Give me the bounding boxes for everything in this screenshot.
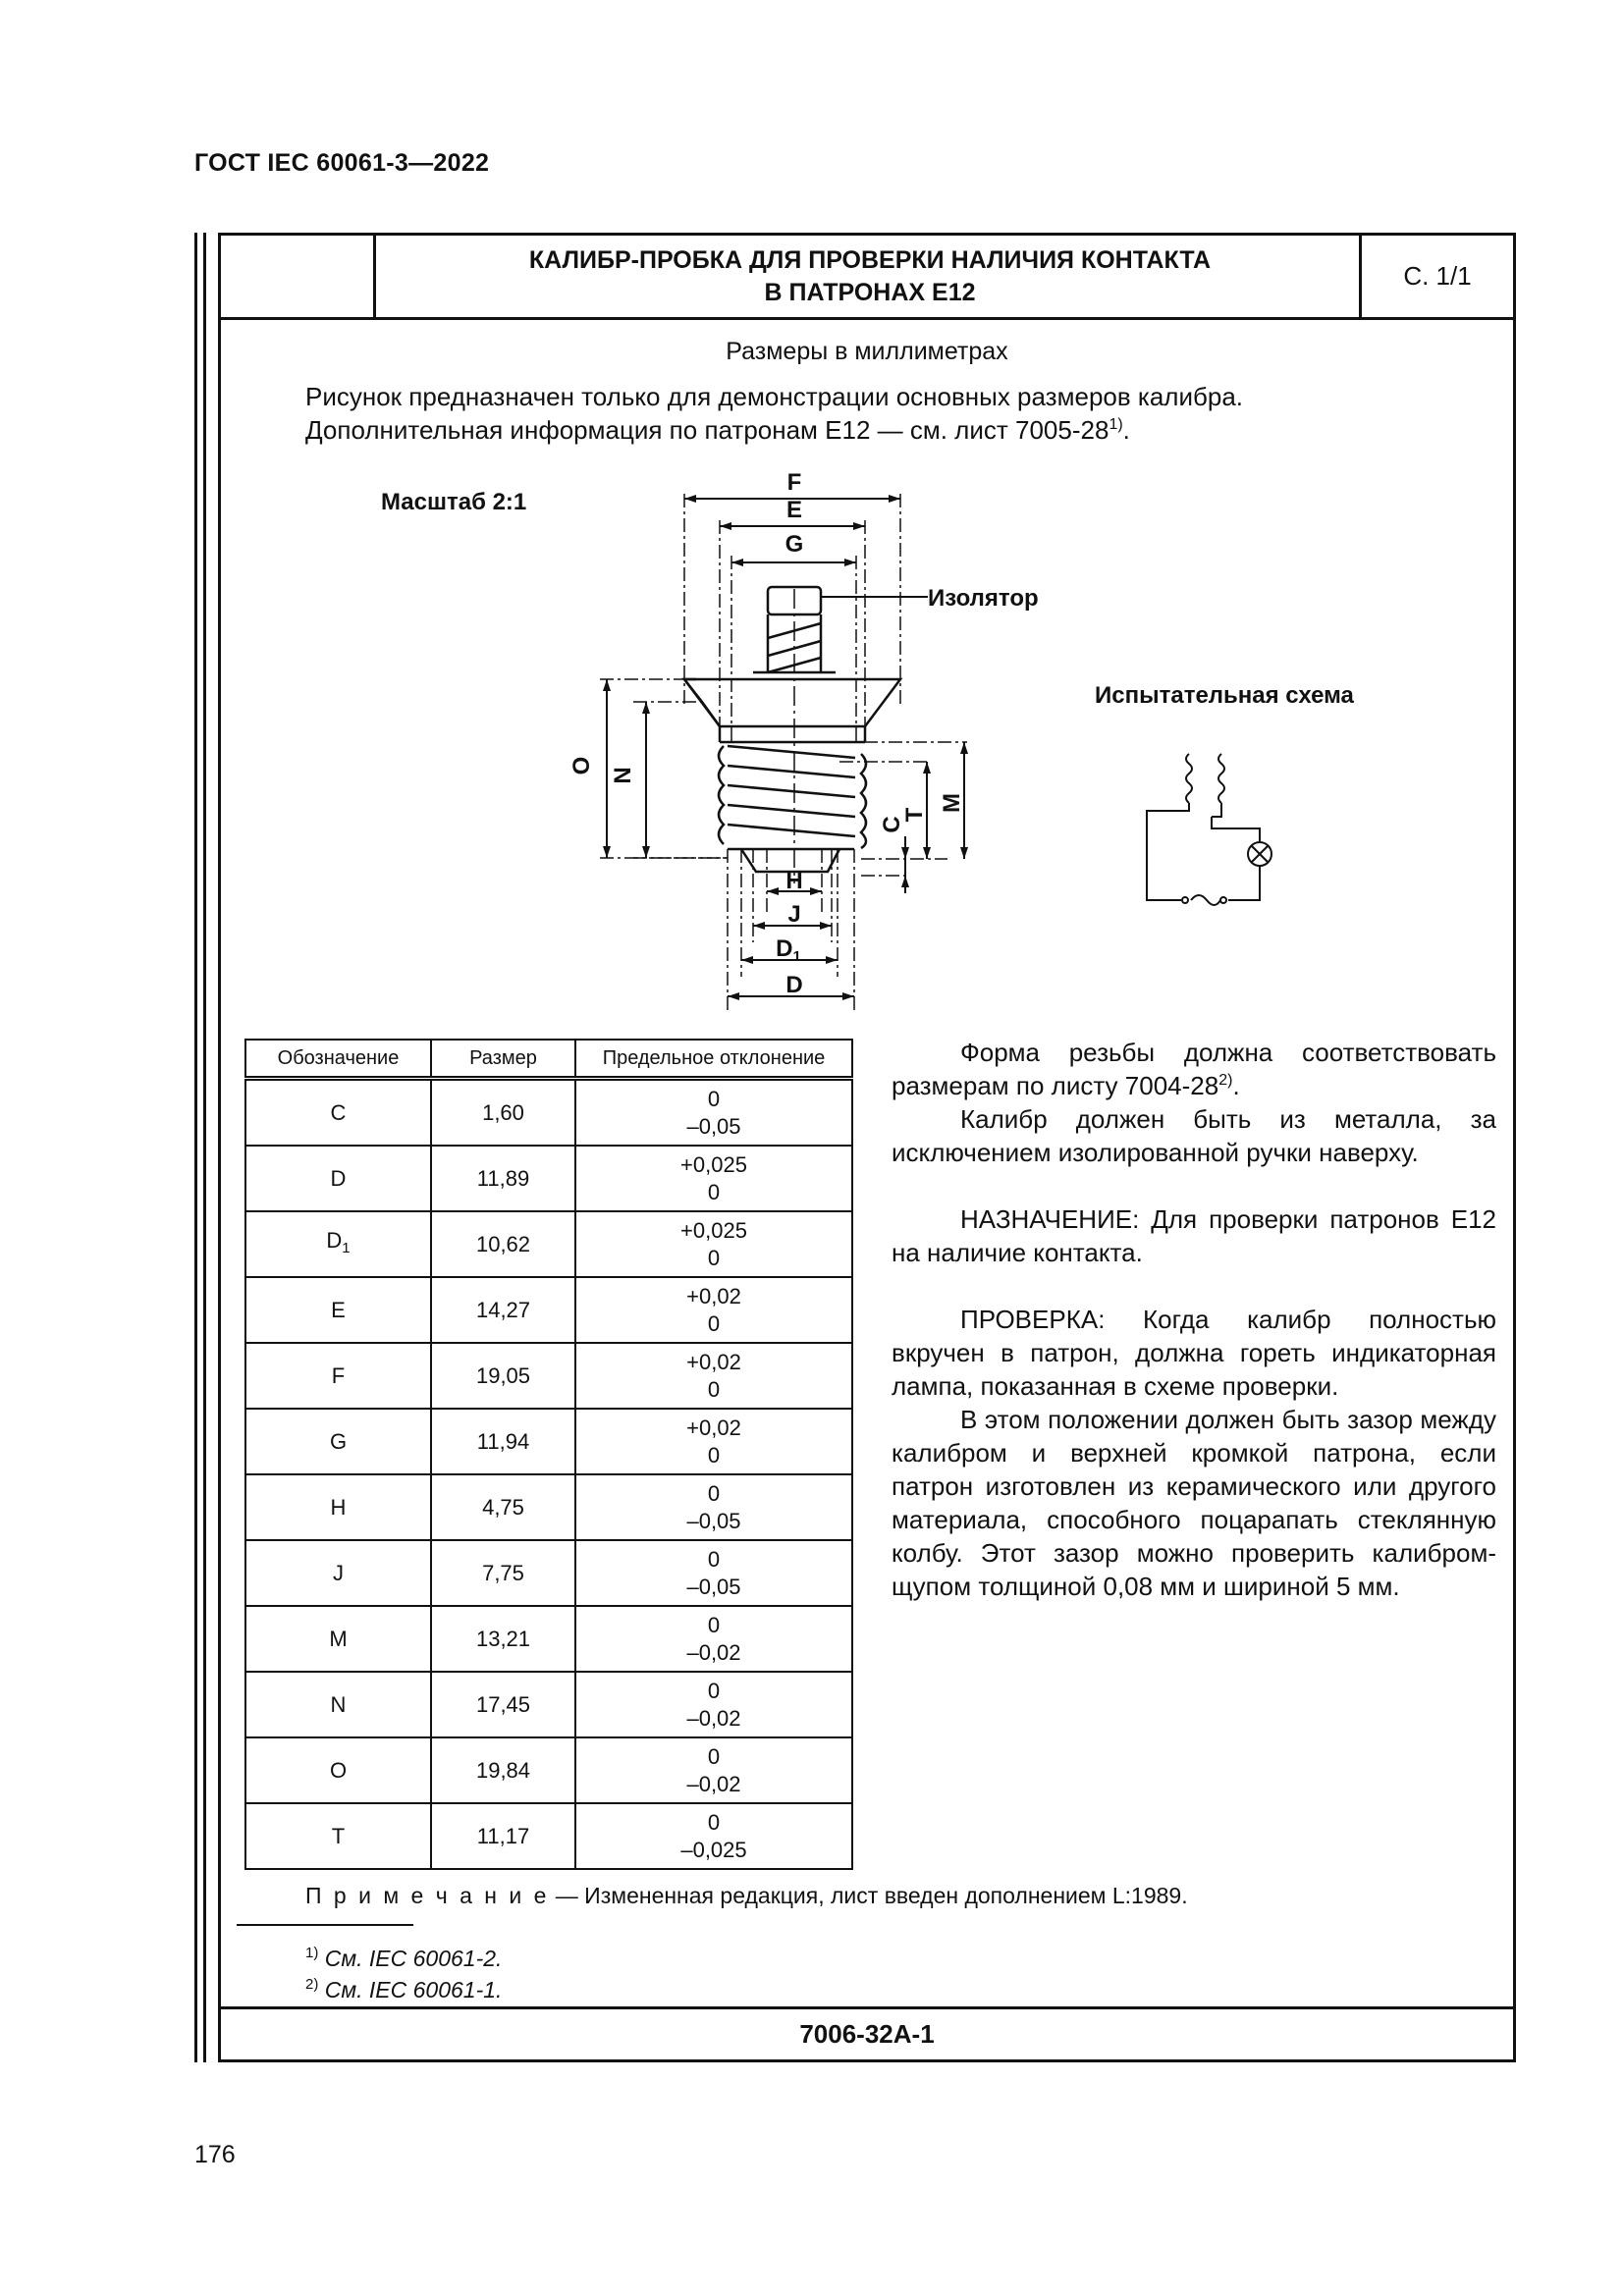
- margin-rule: [194, 233, 197, 2062]
- size-cell: 17,45: [431, 1672, 575, 1737]
- size-cell: 10,62: [431, 1211, 575, 1277]
- description-text: [892, 1036, 1496, 1603]
- test-schema-label: Испытательная схема: [1095, 682, 1354, 709]
- tolerance-cell: 0 –0,02: [575, 1606, 852, 1672]
- page-number: 176: [194, 2141, 236, 2168]
- tolerance-cell: 0 –0,025: [575, 1803, 852, 1869]
- paragraph-purpose: НАЗНАЧЕНИЕ: Для проверки патронов E12 на наличие контакта.: [892, 1204, 1496, 1267]
- size-cell: 11,89: [431, 1146, 575, 1211]
- tolerance-cell: +0,02 0: [575, 1277, 852, 1343]
- footnote-separator: [237, 1924, 413, 1926]
- standard-header: ГОСТ IEC 60061-3—2022: [194, 149, 490, 177]
- dim-label-t: T: [901, 807, 928, 823]
- symbol-cell: E: [245, 1277, 431, 1343]
- paragraph-check: ПРОВЕРКА: Когда калибр полностью вкручен в патрон, должна гореть индикаторная лампа, показанная в схеме проверки.: [892, 1305, 1496, 1401]
- intro-line-2: Дополнительная информация по патронам E12 — см. лист 7005-28$^{1)}$.: [305, 415, 1130, 445]
- paragraph-thread: Форма резьбы должна соответствовать размерам по листу 7004-28$^{2)}$.: [892, 1038, 1496, 1100]
- tolerance-cell: 0 –0,02: [575, 1672, 852, 1737]
- symbol-cell: D: [245, 1146, 431, 1211]
- intro-line-1: Рисунок предназначен только для демонстрации основных размеров калибра.: [305, 382, 1244, 411]
- dim-label-n: N: [610, 767, 636, 784]
- sheet-frame: [218, 233, 1516, 2062]
- size-cell: 11,94: [431, 1409, 575, 1474]
- tolerance-cell: 0 –0,05: [575, 1540, 852, 1606]
- table-row: [245, 1606, 852, 1672]
- tolerance-cell: 0 –0,05: [575, 1079, 852, 1147]
- tolerance-cell: +0,025 0: [575, 1146, 852, 1211]
- dim-label-e: E: [785, 497, 803, 523]
- size-cell: 1,60: [431, 1079, 575, 1147]
- footnotes: [305, 1943, 502, 2005]
- symbol-cell: J: [245, 1540, 431, 1606]
- size-cell: 19,05: [431, 1343, 575, 1409]
- col-header-symbol: Обозначение: [245, 1040, 431, 1079]
- size-cell: 4,75: [431, 1474, 575, 1540]
- paragraph-material: Калибр должен быть из металла, за исключением изолированной ручки наверху.: [892, 1104, 1496, 1167]
- symbol-cell: O: [245, 1737, 431, 1803]
- table-row: [245, 1803, 852, 1869]
- size-cell: 14,27: [431, 1277, 575, 1343]
- footnote-1: $^{1)}$ См. IEC 60061-2.: [305, 1945, 503, 1971]
- table-row: [245, 1737, 852, 1803]
- symbol-cell: T: [245, 1803, 431, 1869]
- margin-rule: [203, 233, 206, 2062]
- dim-label-c: C: [879, 816, 905, 833]
- footnote-2: $^{2)}$ См. IEC 60061-1.: [305, 1976, 503, 2002]
- gauge-drawing: [221, 236, 1513, 1021]
- title-line-1: КАЛИБР-ПРОБКА ДЛЯ ПРОВЕРКИ НАЛИЧИЯ КОНТАКТА: [528, 245, 1212, 274]
- dim-label-g: G: [784, 531, 804, 558]
- table-row: [245, 1409, 852, 1474]
- dim-label-m: M: [939, 793, 965, 813]
- table-row: [245, 1672, 852, 1737]
- symbol-cell: C: [245, 1079, 431, 1147]
- table-row: [245, 1211, 852, 1277]
- title-line-2: В ПАТРОНАХ E12: [764, 278, 976, 306]
- dim-label-f: F: [786, 469, 802, 496]
- tolerance-cell: 0 –0,05: [575, 1474, 852, 1540]
- symbol-cell: G: [245, 1409, 431, 1474]
- table-row: [245, 1540, 852, 1606]
- size-cell: 13,21: [431, 1606, 575, 1672]
- table-row: [245, 1277, 852, 1343]
- dimensions-table: [244, 1039, 853, 1870]
- symbol-cell: M: [245, 1606, 431, 1672]
- note: П р и м е ч а н и е — Измененная редакция, лист введен дополнением L:1989.: [305, 1883, 1188, 1908]
- footnote-ref: 1): [1109, 416, 1123, 433]
- dim-label-h: H: [785, 868, 803, 894]
- paragraph-gap: В этом положении должен быть зазор между калибром и верхней кромкой патрона, если патрон изготовлен из керамического или другого материала, способного поцарапать стеклянную колбу. Этот зазор можно проверить калибром-щупом толщиной 0,08 мм и шириной 5 мм.: [892, 1405, 1496, 1601]
- sheet-code: 7006-32A-1: [221, 2006, 1513, 2059]
- tolerance-cell: +0,02 0: [575, 1409, 852, 1474]
- scale-label: Масштаб 2:1: [381, 489, 527, 515]
- col-header-tolerance: Предельное отклонение: [575, 1040, 852, 1079]
- table-row: [245, 1146, 852, 1211]
- symbol-cell: $D_1$: [245, 1211, 431, 1277]
- dim-label-j: J: [787, 901, 801, 928]
- size-cell: 19,84: [431, 1737, 575, 1803]
- tolerance-cell: +0,025 0: [575, 1211, 852, 1277]
- table-row: [245, 1474, 852, 1540]
- test-schema: [1147, 754, 1271, 905]
- size-cell: 7,75: [431, 1540, 575, 1606]
- dim-label-o: O: [568, 756, 595, 775]
- dim-label-d: D: [785, 972, 803, 998]
- insulator-label: Изолятор: [928, 585, 1039, 612]
- tolerance-cell: 0 –0,02: [575, 1737, 852, 1803]
- col-header-size: Размер: [431, 1040, 575, 1079]
- symbol-cell: H: [245, 1474, 431, 1540]
- symbol-cell: N: [245, 1672, 431, 1737]
- symbol-cell: F: [245, 1343, 431, 1409]
- gauge-outline: [684, 587, 900, 872]
- size-cell: 11,17: [431, 1803, 575, 1869]
- sheet-number: С. 1/1: [1359, 236, 1513, 317]
- units-note: Размеры в миллиметрах: [726, 338, 1008, 365]
- tolerance-cell: +0,02 0: [575, 1343, 852, 1409]
- table-row: [245, 1343, 852, 1409]
- table-row: [245, 1079, 852, 1147]
- dim-label-d1: $D_1$: [776, 935, 801, 965]
